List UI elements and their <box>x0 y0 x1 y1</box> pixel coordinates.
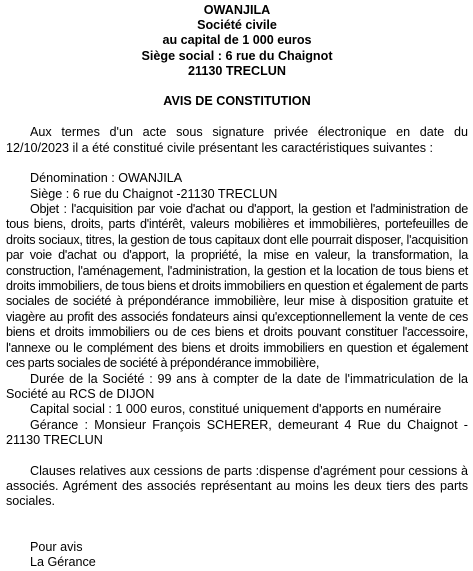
closing-line-gerance: La Gérance <box>30 555 96 570</box>
company-capital: au capital de 1 000 euros <box>162 33 312 48</box>
closing-line-pour-avis: Pour avis <box>30 539 83 554</box>
field-gerance: Gérance : Monsieur François SCHERER, demeurant 4 Rue du Chaignot - 21130 TRECLUN <box>6 417 468 448</box>
company-form: Société civile <box>197 18 277 33</box>
field-siege: Siège : 6 rue du Chaignot -21130 TRECLUN <box>30 186 278 201</box>
notice-title: AVIS DE CONSTITUTION <box>163 94 311 109</box>
field-objet: Objet : l'acquisition par voie d'achat ou d'apport, la gestion et l'administration de tous biens, droits, parts d'intérêt, valeurs mobilières et immobilières, portefeuilles de droits sociaux, titres, la gestion de tous capitaux dont elle pourrait disposer, l'acquisition par voie d'achat ou d'apport, la propriété, la mise en valeur, la transformation, la construction, l'aménagement, l'administration, la gestion et la location de tous biens et droits immobiliers, de tous biens et droits immobiliers en question et également de parts sociales de société à prépondérance immobilière, leur mise à disposition gratuite et viagère au profit des associés fondateurs ainsi qu'exceptionnellement la vente de ces biens et droits immobiliers ou de ces biens et droits pouvant constituer l'accessoire, l'annexe ou le complément des biens et droits immobiliers en question et également ces parts sociales de société à prépondérance immobilière, <box>6 202 468 371</box>
intro-paragraph: Aux termes d'un acte sous signature privée électronique en date du 12/10/2023 il a été constitué civile présentant les caractéristiques suivantes : <box>6 125 468 155</box>
closing-signature <box>6 540 468 571</box>
company-name: OWANJILA <box>203 3 271 17</box>
clauses-paragraph: Clauses relatives aux cessions de parts :dispense d'agrément pour cessions à associés. Agrément des associés représentant au moins les deux tiers des parts sociales. <box>6 463 468 509</box>
field-duree: Durée de la Société : 99 ans à compter de la date de l'immatriculation de la Société au RCS de DIJON <box>6 371 468 401</box>
company-details <box>6 171 468 448</box>
field-denomination: Dénomination : OWANJILA <box>30 171 183 186</box>
company-city: 21130 TRECLUN <box>188 63 286 78</box>
notice-header <box>6 3 468 79</box>
field-capital: Capital social : 1 000 euros, constitué uniquement d'apports en numéraire <box>30 402 442 417</box>
company-seat: Siège social : 6 rue du Chaignot <box>141 48 333 63</box>
